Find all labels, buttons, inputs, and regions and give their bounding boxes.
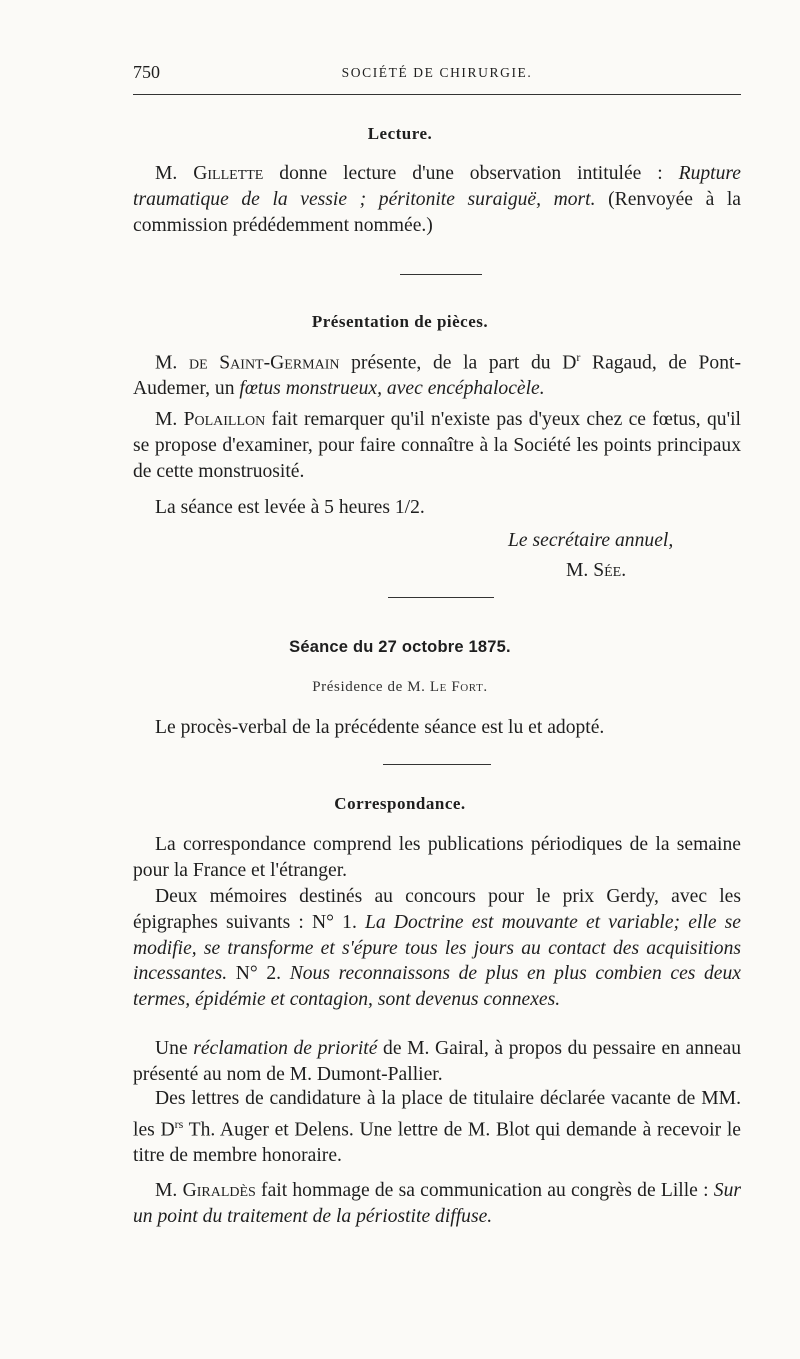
paragraph-text: fait hommage de sa communication au congrès de Lille :: [255, 1180, 714, 1201]
paragraph-text: Deux mémoires destinés au concours pour le prix Gerdy, avec les épigraphes suivants : N° 1.: [133, 886, 741, 933]
presidence-text: Présidence de M.: [312, 679, 430, 695]
paragraph-text: (Renvoyée à la commission prédédemment nommée.): [133, 188, 742, 236]
epigraph-1: La Doctrine est mouvante et variable; elle se modifie, se transforme et s'épure tous les jours au contact des acquisitions incessantes.: [133, 911, 742, 985]
page-number: 750: [133, 62, 160, 82]
paragraph-text: M.: [155, 1180, 183, 1201]
paragraph-text: de M. Gairal, à propos du pessaire en anneau présenté au nom de M. Dumont-Pallier.: [133, 1038, 742, 1085]
presentation-paragraph-2: [133, 407, 741, 484]
presidence-line: [0, 679, 800, 696]
section-divider: [388, 597, 494, 598]
speaker-name: M. Gillette: [155, 163, 264, 184]
paragraph-text: Une: [155, 1038, 194, 1059]
signature-name: M. Sée.: [566, 560, 627, 581]
section-heading-lecture: Lecture.: [367, 124, 433, 143]
header-rule: [133, 94, 741, 95]
signature-title: Le secrétaire annuel,: [508, 530, 674, 551]
president-name: Le Fort.: [429, 679, 488, 695]
correspondance-paragraph-3: [133, 1036, 741, 1088]
correspondance-paragraph-4: [133, 1086, 741, 1169]
correspondance-paragraph-2: [133, 884, 741, 1013]
paragraph-text: fait remarquer qu'il n'existe pas d'yeux chez ce fœtus, qu'il se propose d'examiner, pour faire connaître à la Société les points principaux de cette monstruosité.: [133, 409, 741, 482]
paragraph-text: donne lecture d'une observation intitulée :: [263, 163, 679, 184]
observation-title: Rupture traumatique de la vessie ; péritonite suraiguë, mort.: [133, 163, 742, 210]
section-heading-presentation: Présentation de pièces.: [311, 312, 489, 331]
epigraph-2: Nous reconnaissons de plus en plus combien ces deux termes, épidémie et contagion, sont devenus connexes.: [133, 963, 741, 1011]
lecture-paragraph: [133, 161, 741, 238]
italic-text: réclamation de priorité: [193, 1038, 378, 1059]
correspondance-paragraph-1: La correspondance comprend les publications périodiques de la semaine pour la France et l'étranger.: [133, 834, 741, 881]
section-divider: [400, 274, 482, 275]
presentation-paragraph-1: [133, 345, 741, 402]
speaker-name: M. Polaillon: [155, 409, 266, 430]
speaker-name: Giraldès: [182, 1180, 256, 1201]
page-header: [133, 58, 741, 88]
section-divider: [383, 764, 491, 765]
paragraph-text: présente, de la part du D: [339, 352, 577, 374]
paragraph-text: Th. Auger et Delens. Une lettre de M. Blot qui demande à recevoir le titre de membre honoraire.: [133, 1119, 741, 1167]
speaker-name: de Saint-Germain: [188, 352, 340, 374]
italic-text: fœtus monstrueux, avec encéphalocèle.: [239, 378, 545, 400]
superscript: rs: [174, 1116, 184, 1131]
running-head: SOCIÉTÉ DE CHIRURGIE.: [341, 65, 533, 80]
seance-title: Séance du 27 octobre 1875.: [289, 638, 511, 656]
section-heading-correspondance: Correspondance.: [334, 794, 466, 813]
superscript: r: [576, 350, 581, 364]
correspondance-paragraph-5: [133, 1178, 741, 1230]
presentation-paragraph-3: La séance est levée à 5 heures 1/2.: [155, 497, 425, 518]
italic-text: Sur un point du traitement de la périostite diffuse.: [133, 1180, 741, 1227]
paragraph-text: N° 2.: [227, 963, 290, 985]
paragraph-text: Des lettres de candidature à la place de titulaire déclarée vacante de MM. les D: [133, 1088, 741, 1141]
proces-verbal: Le procès-verbal de la précédente séance est lu et adopté.: [155, 717, 605, 738]
paragraph-text: Ragaud, de Pont-Audemer, un: [133, 352, 741, 400]
paragraph-text: M.: [155, 352, 189, 374]
